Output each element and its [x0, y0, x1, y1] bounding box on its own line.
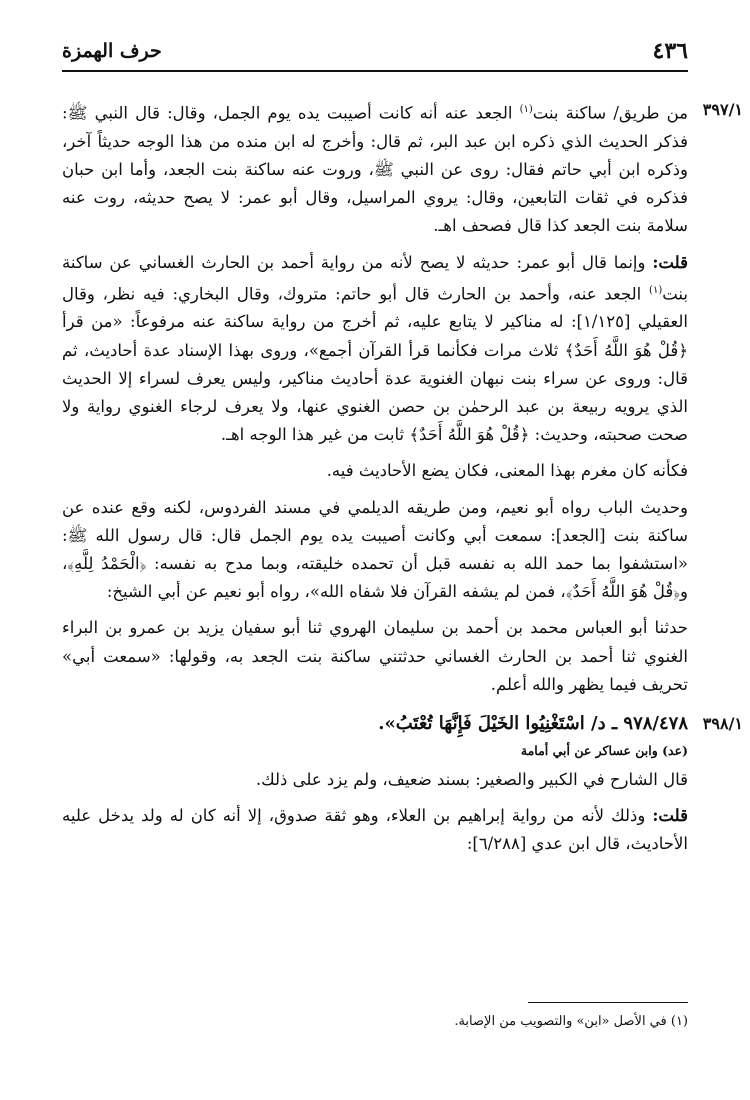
- hadith-heading: [62, 709, 743, 739]
- keyword-qultu: قلت:: [652, 252, 688, 272]
- keyword-qultu: قلت:: [652, 806, 688, 826]
- footnote-marker: (١): [519, 104, 533, 115]
- footnote-rule: [528, 1002, 688, 1003]
- entry-number: ٣٩٧/١: [702, 100, 743, 119]
- paragraph: وحديث الباب رواه أبو نعيم، ومن طريقه الديلمي في مسند الفردوس، لكنه وقع عنده عن ساكنة بنت [الجعد]: سمعت أبي وكانت أصيبت يده يوم الجمل قال: قال رسول الله ﷺ: «استشفوا بما حمد الله به نفسه قبل أن تحمده خليقته، وبما مدح به نفسه: ﴿الْحَمْدُ لِلَّهِ﴾، و﴿قُلْ هُوَ اللَّهُ أَحَدٌ﴾، فمن لم يشفه القرآن فلا شفاه الله»، رواه أبو نعيم عن أبي الشيخ:: [62, 497, 688, 602]
- paragraph-qultu-2: [62, 802, 688, 858]
- paragraph-text-a: وإنما قال أبو عمر: حديثه لا يصح لأنه من رواية أحمد بن الحارث الغساني عن ساكنة بنت: [62, 252, 688, 304]
- hadith-source: (عد) وابن عساكر عن أبي أمامة: [520, 743, 688, 759]
- entry-text-b: الجعد عنه أنه كانت أصيبت يده يوم الجمل، وقال: قال النبي ﷺ: فذكر الحديث الذي ذكره ابن عبد البر، ثم قال: وأخرج له ابن منده من هذا الوجه حديثاً آخر، وذكره ابن أبي حاتم فقال: روى عن النبي ﷺ، وروت عنه ساكنة بنت الجعد، وأما ابن حبان فذكره في ثقات التابعين، وقال: يروي المراسيل، وقال أبو عمر: لا يصح حديثه، روت عنه سلامة بنت الجعد كذا قال فصحف اهـ.: [62, 103, 688, 236]
- page-header: [62, 38, 688, 68]
- page-number: ٤٣٦: [652, 38, 688, 64]
- paragraph: قال الشارح في الكبير والصغير: بسند ضعيف، ولم يزد على ذلك.: [255, 770, 688, 790]
- entry-text-a: من طريق/ ساكنة بنت: [532, 103, 688, 123]
- entry-397: [62, 96, 743, 241]
- footnote: (١) في الأصل «ابن» والتصويب من الإصابة.: [454, 1014, 688, 1029]
- header-rule: [62, 70, 688, 72]
- paragraph: حدثنا أبو العباس محمد بن أحمد بن سليمان الهروي ثنا أبو سفيان يزيد بن عمرو بن البراء الغنوي ثنا أحمد بن الحارث الغساني حدثتني ساكنة بنت الجعد به، وقولها: «سمعت أبي» تحريف فيما يظهر والله أعلم.: [62, 618, 688, 694]
- chapter-title: حرف الهمزة: [62, 40, 162, 62]
- hadith-ref: ٩٧٨/٤٧٨ ـ د/: [591, 713, 688, 735]
- paragraph-text-b: الجعد عنه، وأحمد بن الحارث قال أبو حاتم: متروك، وقال البخاري: فيه نظر، وقال العقيلي [١/١٢٥]: له مناكير لا يتابع عليه، ثم أخرج من رواية ساكنة عنه مرفوعاً: «من قرأ ﴿قُلْ هُوَ اللَّهُ أَحَدٌ﴾ ثلاث مرات فكأنما قرأ القرآن أجمع»، وروى بهذا الإسناد عدة أحاديث، ثم قال: وروى عن سراء بنت نبهان الغنوية عدة أحاديث مناكير، وليس يعرف لسراء إلا الحديث الذي يرويه ربيعة بن عبد الرحمٰن بن حصن الغنوي عنها، ولا يعرف لرجاء الغنوي رواية ولا صحت صحبته، وحديث: ﴿قُلْ هُوَ اللَّهُ أَحَدٌ﴾ ثابت من غير هذا الوجه اهـ.: [62, 284, 688, 445]
- hadith-number: ٣٩٨/١: [702, 714, 743, 734]
- hadith-text: اسْتَغْنِيُوا الخَيْلَ فَإِنَّهَا تُعْتَبُ».: [378, 713, 591, 735]
- paragraph: فكأنه كان مغرم بهذا المعنى، فكان يضع الأحاديث فيه.: [326, 461, 688, 481]
- page-body: [62, 82, 743, 867]
- paragraph-qultu-1: [62, 249, 688, 450]
- paragraph-text: وذلك لأنه من رواية إبراهيم بن العلاء، وهو ثقة صدوق، إلا أنه كان له ولد يدخل عليه الأحاديث، قال ابن عدي [٦/٢٨٨]:: [62, 806, 688, 854]
- footnote-marker: (١): [649, 284, 663, 296]
